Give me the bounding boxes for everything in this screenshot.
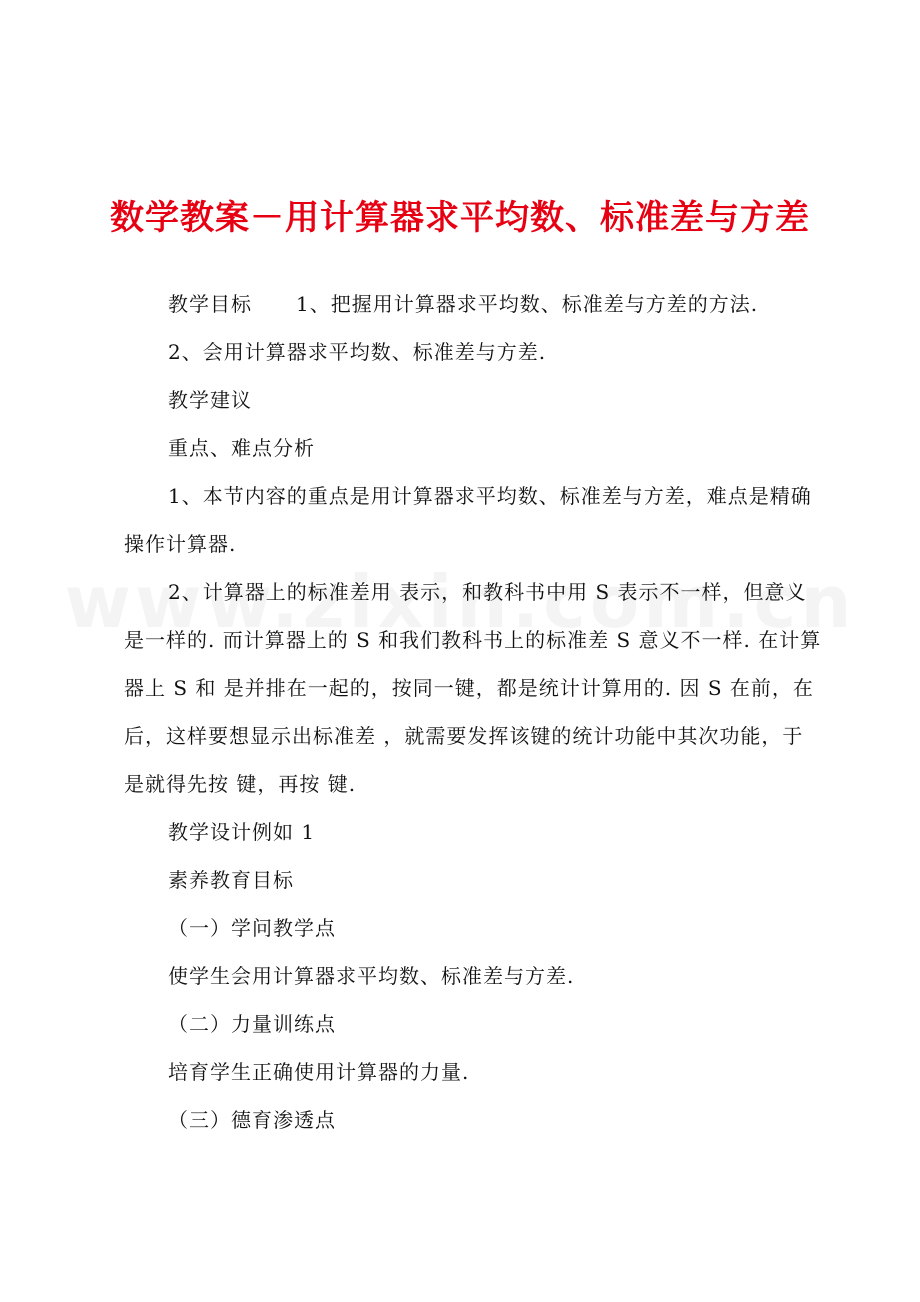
document-title: 数学教案－用计算器求平均数、标准差与方差 [110, 198, 810, 238]
section-heading: 重点、难点分析 [168, 436, 315, 460]
paragraph: 培育学生正确使用计算器的力量. [168, 1060, 470, 1084]
objectives-text: 1、把握用计算器求平均数、标准差与方差的方法. [296, 292, 759, 316]
paragraph: 2、计算器上的标准差用 表示，和教科书中用 S 表示不一样，但意义是一样的. 而计算器上的 S 和我们教科书上的标准差 S 意义不一样. 在计算器上 S 和 是并排在一起的，按同一键，都是统计计算用的. 因 S 在前，在后，这样要想显示出标准差 ，就需要发挥该键的统计功能中其次功能，于是就得先按 键，再按 键. [124, 580, 822, 796]
document-body [124, 280, 824, 1144]
subsection-heading: （三）德育渗透点 [168, 1108, 336, 1132]
paragraph: 2、会用计算器求平均数、标准差与方差. [168, 340, 547, 364]
paragraph: 使学生会用计算器求平均数、标准差与方差. [168, 964, 575, 988]
paragraph: 1、本节内容的重点是用计算器求平均数、标准差与方差，难点是精确操作计算器. [124, 484, 812, 556]
paragraph-objectives [124, 280, 824, 328]
objectives-label: 教学目标 [168, 292, 252, 316]
section-heading: 教学设计例如 1 [168, 820, 316, 844]
subsection-heading: （二）力量训练点 [168, 1012, 336, 1036]
section-heading: 素养教育目标 [168, 868, 294, 892]
subsection-heading: （一）学问教学点 [168, 916, 336, 940]
section-heading: 教学建议 [168, 388, 252, 412]
